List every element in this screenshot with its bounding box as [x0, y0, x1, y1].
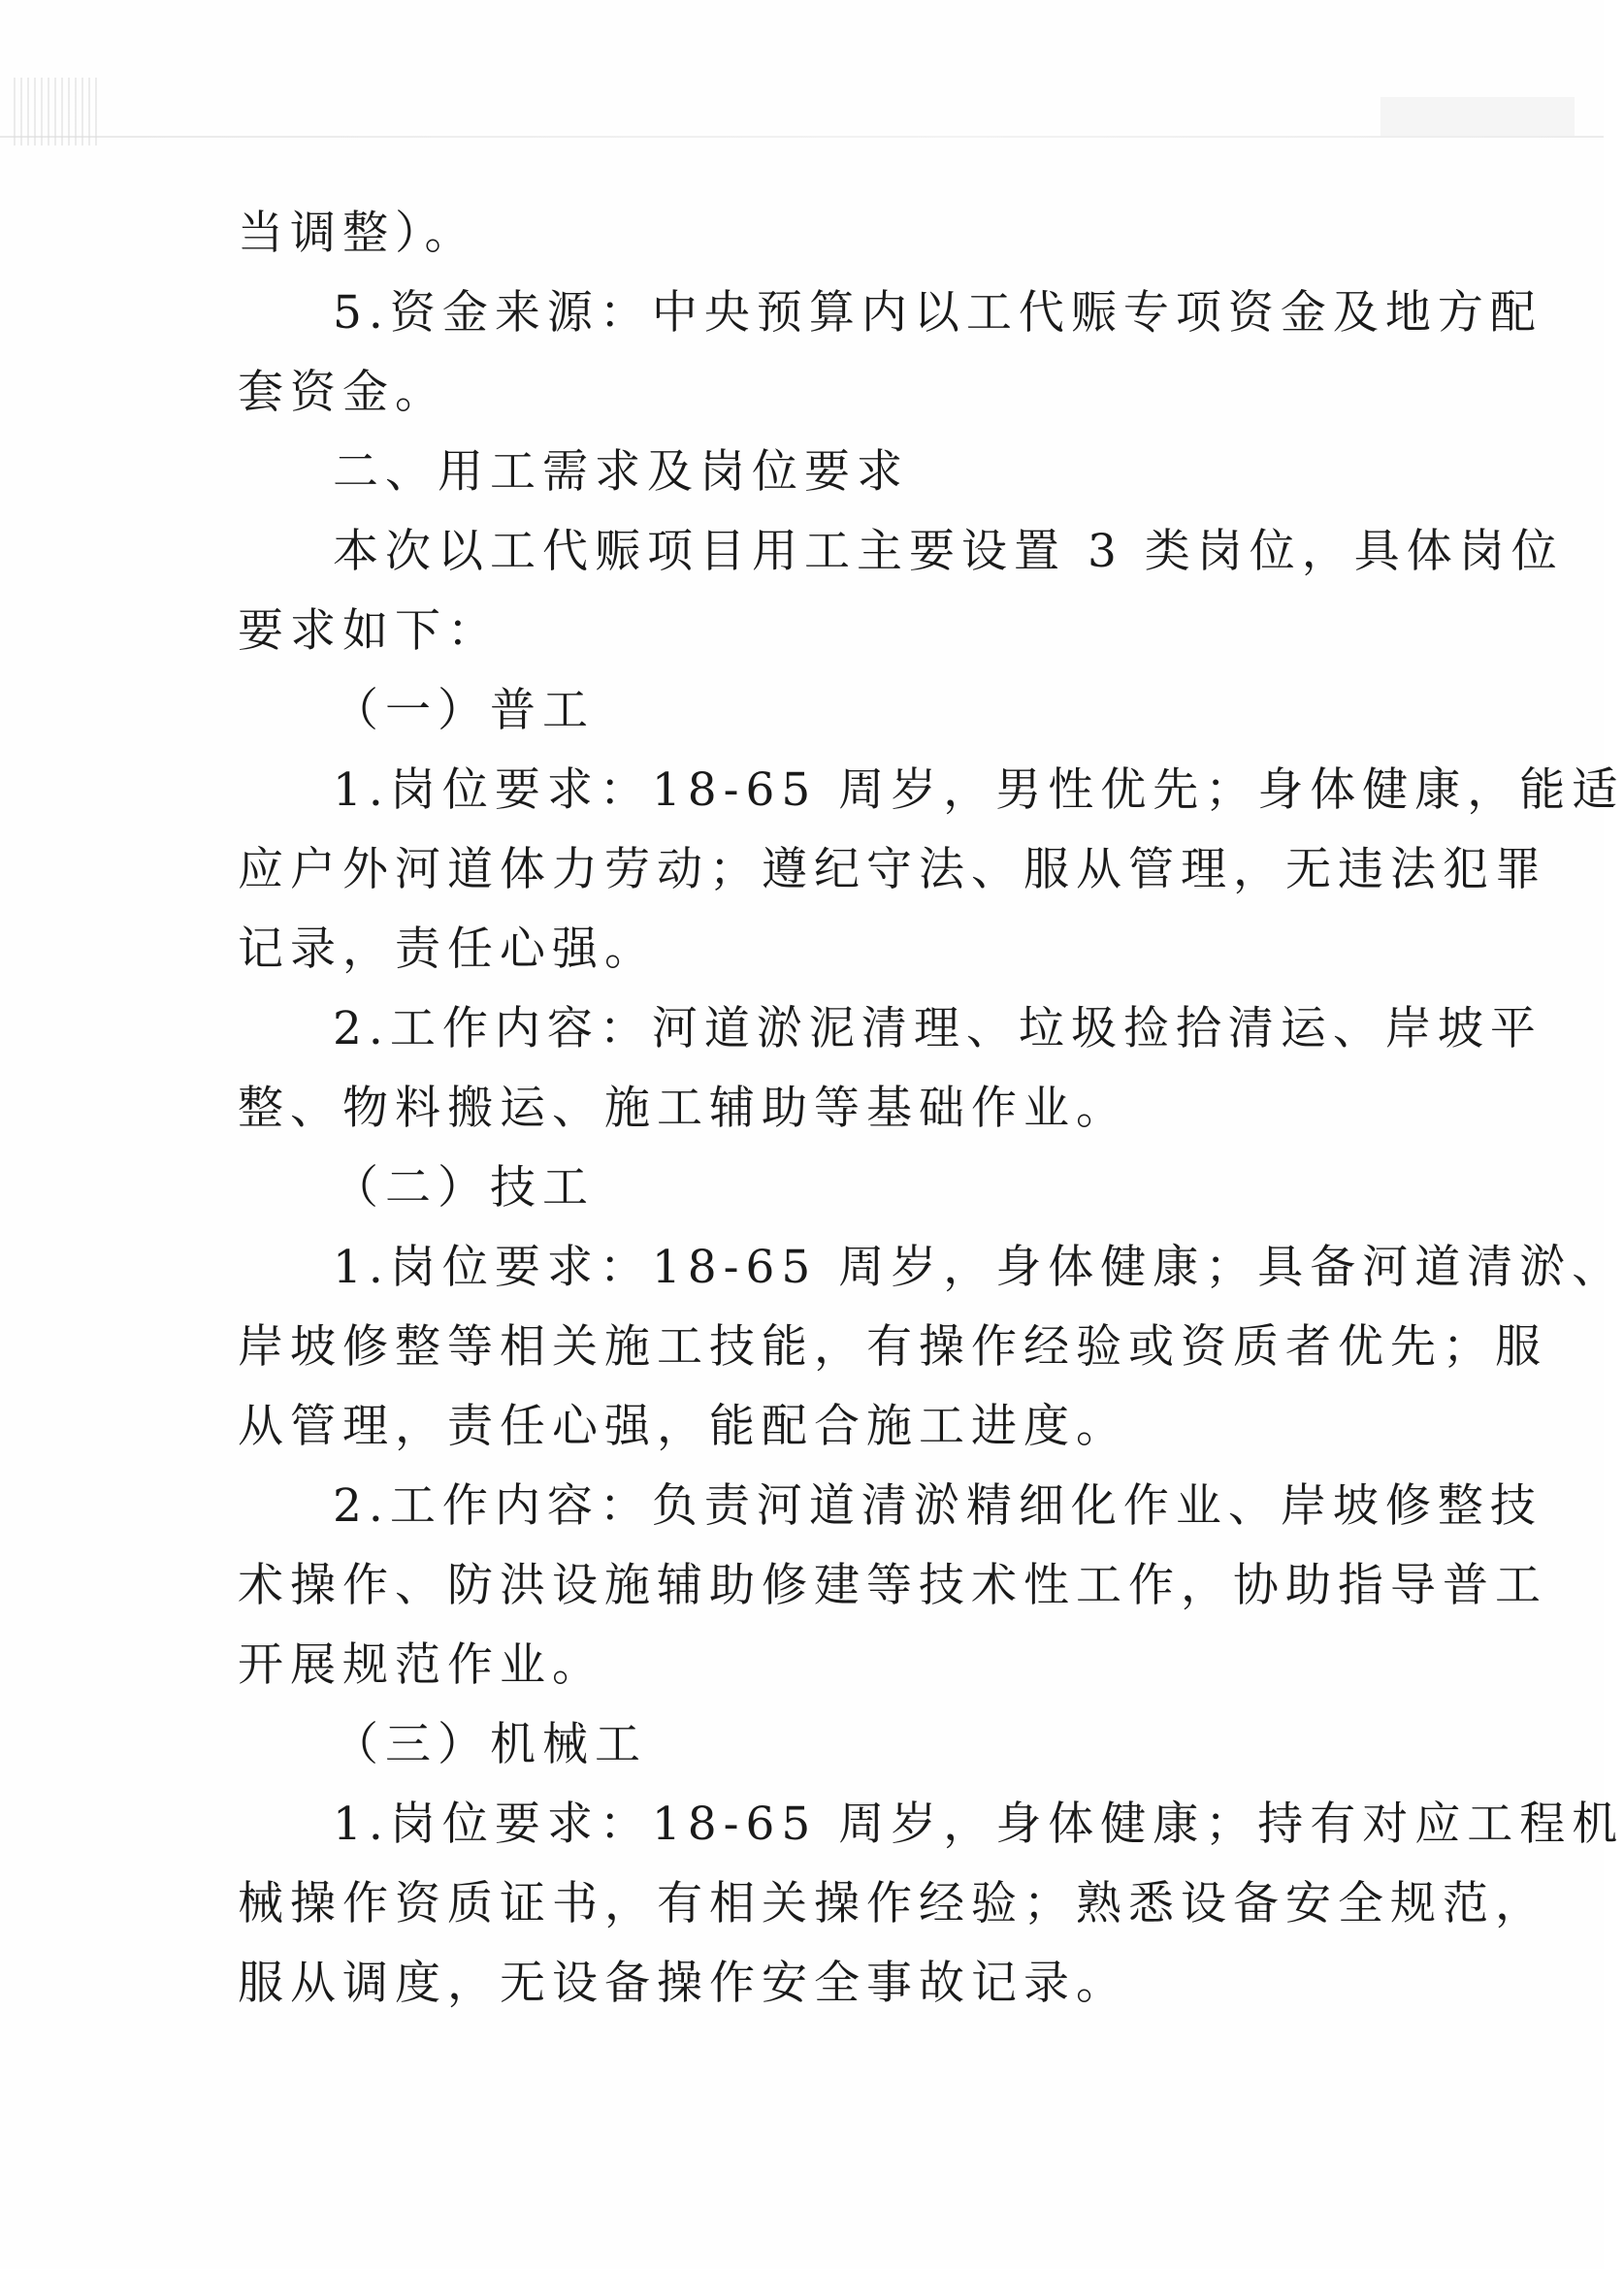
text-line: 要求如下： [238, 604, 500, 658]
text-line: 服从调度，无设备操作安全事故记录。 [238, 1957, 1128, 2010]
text-line: 岸坡修整等相关施工技能，有操作经验或资质者优先；服 [238, 1320, 1547, 1374]
scan-edge-line [0, 136, 1604, 138]
text-line: 术操作、防洪设施辅助修建等技术性工作，协助指导普工 [238, 1559, 1547, 1612]
subsection-heading: （三）机械工 [333, 1718, 647, 1771]
text-line: 5.资金来源：中央预算内以工代赈专项资金及地方配 [333, 286, 1543, 340]
subsection-heading: （一）普工 [333, 684, 595, 737]
text-line: 从管理，责任心强，能配合施工进度。 [238, 1400, 1128, 1453]
text-line: 套资金。 [238, 366, 447, 419]
section-heading: 二、用工需求及岗位要求 [333, 445, 909, 499]
text-line: 开展规范作业。 [238, 1638, 604, 1692]
text-line: 当调整）。 [238, 207, 477, 260]
text-line: 2.工作内容：河道淤泥清理、垃圾捡拾清运、岸坡平 [333, 1002, 1543, 1055]
text-line: 1.岗位要求：18-65 周岁，身体健康；持有对应工程机 [333, 1798, 1624, 1851]
text-line: 记录，责任心强。 [238, 923, 657, 976]
text-line: 整、物料搬运、施工辅助等基础作业。 [238, 1082, 1128, 1135]
subsection-heading: （二）技工 [333, 1161, 595, 1215]
text-line: 1.岗位要求：18-65 周岁，男性优先；身体健康，能适 [333, 763, 1624, 817]
document-body [238, 194, 1624, 2024]
text-line: 械操作资质证书，有相关操作经验；熟悉设备安全规范， [238, 1877, 1547, 1930]
text-line: 2.工作内容：负责河道清淤精细化作业、岸坡修整技 [333, 1479, 1543, 1533]
text-line: 1.岗位要求：18-65 周岁，身体健康；具备河道清淤、 [333, 1241, 1624, 1294]
text-line: 应户外河道体力劳动；遵纪守法、服从管理，无违法犯罪 [238, 843, 1547, 896]
scan-shadow [1380, 97, 1575, 136]
scan-noise-mark [14, 78, 101, 146]
text-line: 本次以工代赈项目用工主要设置 3 类岗位，具体岗位 [333, 525, 1564, 578]
